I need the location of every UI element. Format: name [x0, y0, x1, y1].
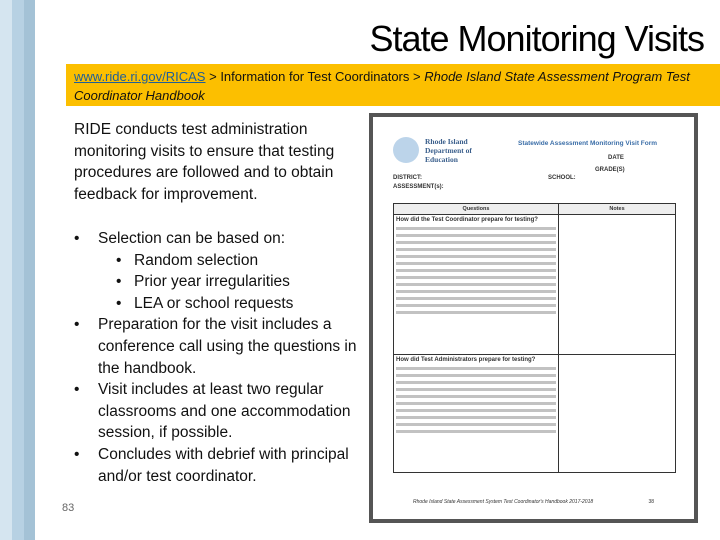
decor-strip [12, 0, 24, 540]
separator: > [409, 69, 425, 84]
breadcrumb-document: Rhode Island State Assessment Program Test Coordinator Handbook [74, 69, 690, 103]
form-org: Rhode Island Department of Education [425, 137, 472, 164]
form-page: 38 [648, 499, 654, 505]
form-grades: GRADE(S) [595, 167, 625, 173]
form-section: How did Test Administrators prepare for testing? [396, 357, 536, 363]
form-assessment: ASSESSMENT(s): [393, 184, 444, 190]
list-item: • Preparation for the visit includes a conference call using the questions in the handbook. [74, 314, 364, 379]
decor-strip [24, 0, 35, 540]
ride-logo-icon [393, 137, 419, 163]
monitoring-form-image [369, 113, 698, 523]
col-questions: Questions [394, 204, 559, 215]
slide-title: State Monitoring Visits [369, 18, 704, 59]
form-district: DISTRICT: [393, 175, 422, 181]
bullet-text: Selection can be based on: [98, 230, 285, 247]
list-item [74, 228, 364, 314]
form-date: DATE [608, 155, 624, 161]
form-school: SCHOOL: [548, 175, 576, 181]
form-title: Statewide Assessment Monitoring Visit Form [518, 140, 658, 147]
list-item: • Visit includes at least two regular classrooms and one accommodation session, if possible. [74, 379, 364, 444]
list-item: • LEA or school requests [98, 293, 364, 315]
list-item: • Prior year irregularities [98, 271, 364, 293]
list-item: • Random selection [98, 250, 364, 272]
form-footer: Rhode Island State Assessment System Test Coordinator's Handbook 2017-2018 [413, 499, 594, 505]
form-table [393, 203, 676, 473]
col-notes: Notes [559, 204, 676, 215]
decor-strip [0, 0, 12, 540]
bullet-list [74, 228, 364, 487]
breadcrumb-section: Information for Test Coordinators [220, 69, 410, 84]
breadcrumb [66, 64, 720, 106]
intro-text: RIDE conducts test administration monitoring visits to ensure that testing procedures are followed and to obtain feedback for improvement. [74, 121, 335, 204]
separator: > [205, 69, 221, 84]
page-number: 83 [62, 502, 75, 514]
list-item: • Concludes with debrief with principal and/or test coordinator. [74, 444, 364, 487]
form-section: How did the Test Coordinator prepare for testing? [396, 217, 538, 223]
ricas-link[interactable]: www.ride.ri.gov/RICAS [74, 69, 206, 84]
